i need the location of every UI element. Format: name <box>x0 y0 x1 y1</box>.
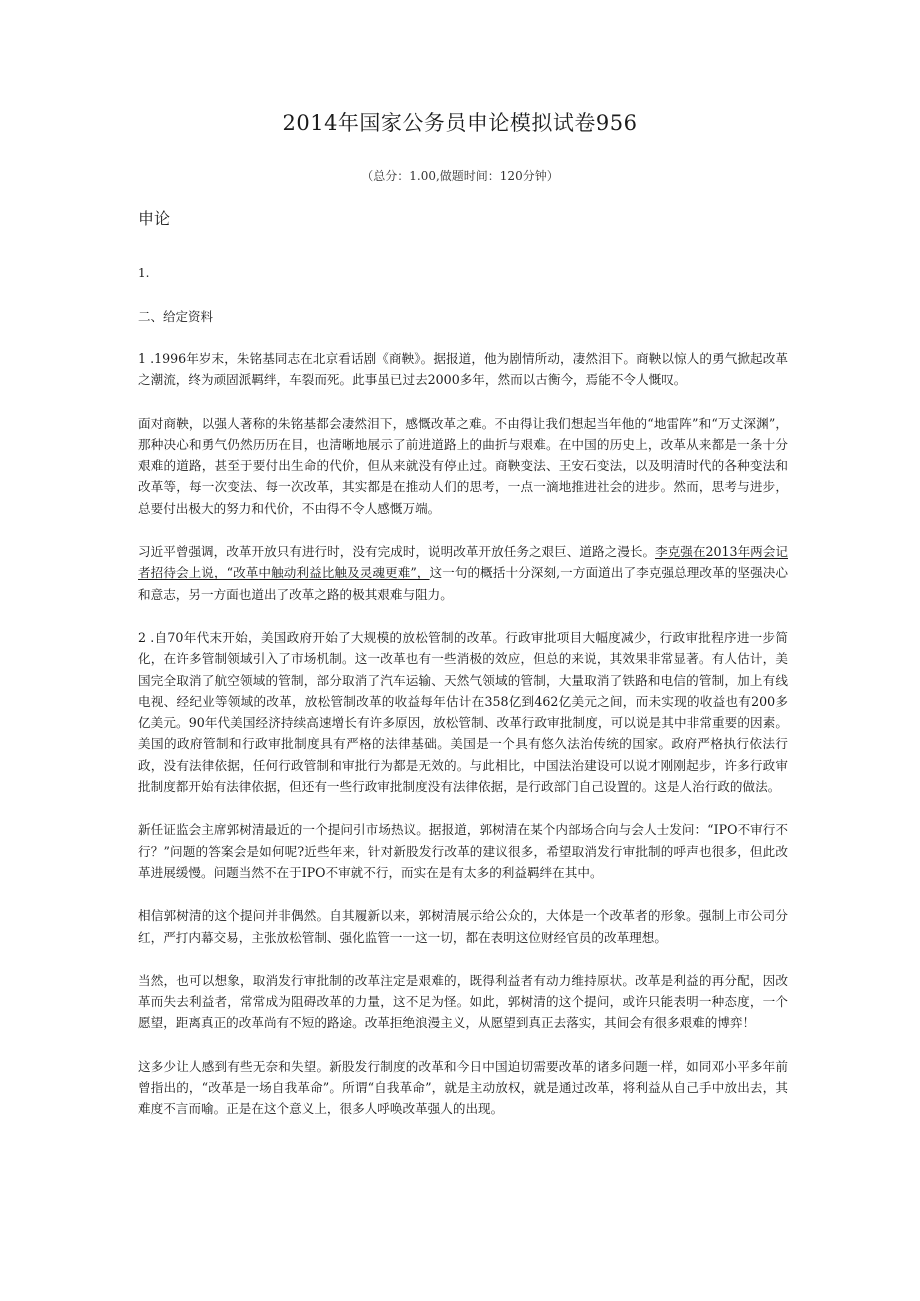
document-title: 2014年国家公务员申论模拟试卷956 <box>282 111 638 135</box>
paragraph-7: 当然，也可以想象，取消发行审批制的改革注定是艰难的，既得利益者有动力维持原状。改革是利益的再分配，因改革而失去利益者，常常成为阻碍改革的力量，这不足为怪。如此，郭树清的这个提问，或许只能表明一种态度，一个愿望，距离真正的改革尚有不短的路途。改革拒绝浪漫主义，从愿望到真正去落实，其间会有很多艰难的博弈！ <box>138 972 788 1031</box>
paragraph-5: 新任证监会主席郭树清最近的一个提问引市场热议。据报道，郭树清在某个内部场合向与会人士发问：“IPO不审行不行？”问题的答案会是如何呢?近些年来，针对新股发行改革的建议很多，希望取消发行审批制的呼声也很多，但此改革进展缓慢。问题当然不在于IPO不审就不行，而实在是有太多的利益羁绊在其中。 <box>138 822 788 880</box>
paragraph-3-lead: 习近平曾强调，改革开放只有进行时，没有完成时，说明改革开放任务之艰巨、道路之漫长。 <box>138 544 656 560</box>
paragraph-8: 这多少让人感到有些无奈和失望。新股发行制度的改革和今日中国迫切需要改革的诸多问题一样，如同邓小平多年前曾指出的，“改革是一场自我革命”。所谓“自我革命”，就是主动放权，就是通过改革，将利益从自己手中放出去，其难度不言而喻。正是在这个意义上，很多人呼唤改革强人的出现。 <box>138 1058 788 1117</box>
paragraph-3 <box>138 541 788 605</box>
paragraph-4: 2 .自70年代末开始，美国政府开始了大规模的放松管制的改革。行政审批项目大幅度减少，行政审批程序进一步简化，在许多管制领域引入了市场机制。这一改革也有一些消极的效应，但总的来说，其效果非常显著。有人估计，美国完全取消了航空领域的管制，部分取消了汽车运输、天然气领域的管制，大量取消了铁路和电信的管制，加上有线电视、经纪业等领域的改革，放松管制改革的收益每年估计在358亿到462亿美元之间，而未实现的收益也有200多亿美元。90年代美国经济持续高速增长有许多原因，放松管制、改革行政审批制度，可以说是其中非常重要的因素。美国的政府管制和行政审批制度具有严格的法律基础。美国是一个具有悠久法治传统的国家。政府严格执行依法行政，没有法律依据，任何行政管制和审批行为都是无效的。与此相比，中国法治建设可以说才刚刚起步，许多行政审批制度都开始有法律依据，但还有一些行政审批制度没有法律依据，是行政部门自己设置的。这是人治行政的做法。 <box>138 629 788 795</box>
materials-body <box>138 348 788 1142</box>
underlined-quote: 李克强在2013年两会记者招待会上说，“改革中触动利益比触及灵魂更难”， <box>138 544 789 581</box>
section-heading: 申论 <box>138 209 171 228</box>
paragraph-6: 相信郭树清的这个提问并非偶然。自其履新以来，郭树清展示给公众的，大体是一个改革者的形象。强制上市公司分红，严打内幕交易，主张放松管制、强化监管一一这一切，都在表明这位财经官员的改革理想。 <box>138 908 788 945</box>
paragraph-1: 1 .1996年岁末，朱铭基同志在北京看话剧《商鞅》。据报道，他为剧情所动，凄然泪下。商鞅以惊人的勇气掀起改革之潮流，终为顽固派羁绊，车裂而死。此事虽已过去2000多年，然而以古衡今，焉能不令人慨叹。 <box>138 351 788 388</box>
question-number: 1. <box>138 266 150 280</box>
paragraph-2: 面对商鞅，以强人著称的朱铭基都会凄然泪下，感慨改革之难。不由得让我们想起当年他的“地雷阵”和“万丈深渊”，那种决心和勇气仍然历历在目，也清晰地展示了前进道路上的曲折与艰难。在中国的历史上，改革从来都是一条十分艰难的道路，甚至于要付出生命的代价，但从来就没有停止过。商鞅变法、王安石变法，以及明清时代的各种变法和改革等，每一次变法、每一次改革，其实都是在推动人们的思考，一点一滴地推进社会的进步。然而，思考与进步，总要付出极大的努力和代价，不由得不令人感慨万端。 <box>138 415 788 516</box>
paragraph-3-tail: 这一句的概括十分深刻,一方面道出了李克强总理改革的坚强决心和意志，另一方面也道出了改革之路的极其艰难与阻力。 <box>138 565 788 602</box>
exam-meta: （总分：1.00,做题时间：120分钟） <box>361 169 559 183</box>
materials-heading: 二、给定资料 <box>138 309 214 324</box>
